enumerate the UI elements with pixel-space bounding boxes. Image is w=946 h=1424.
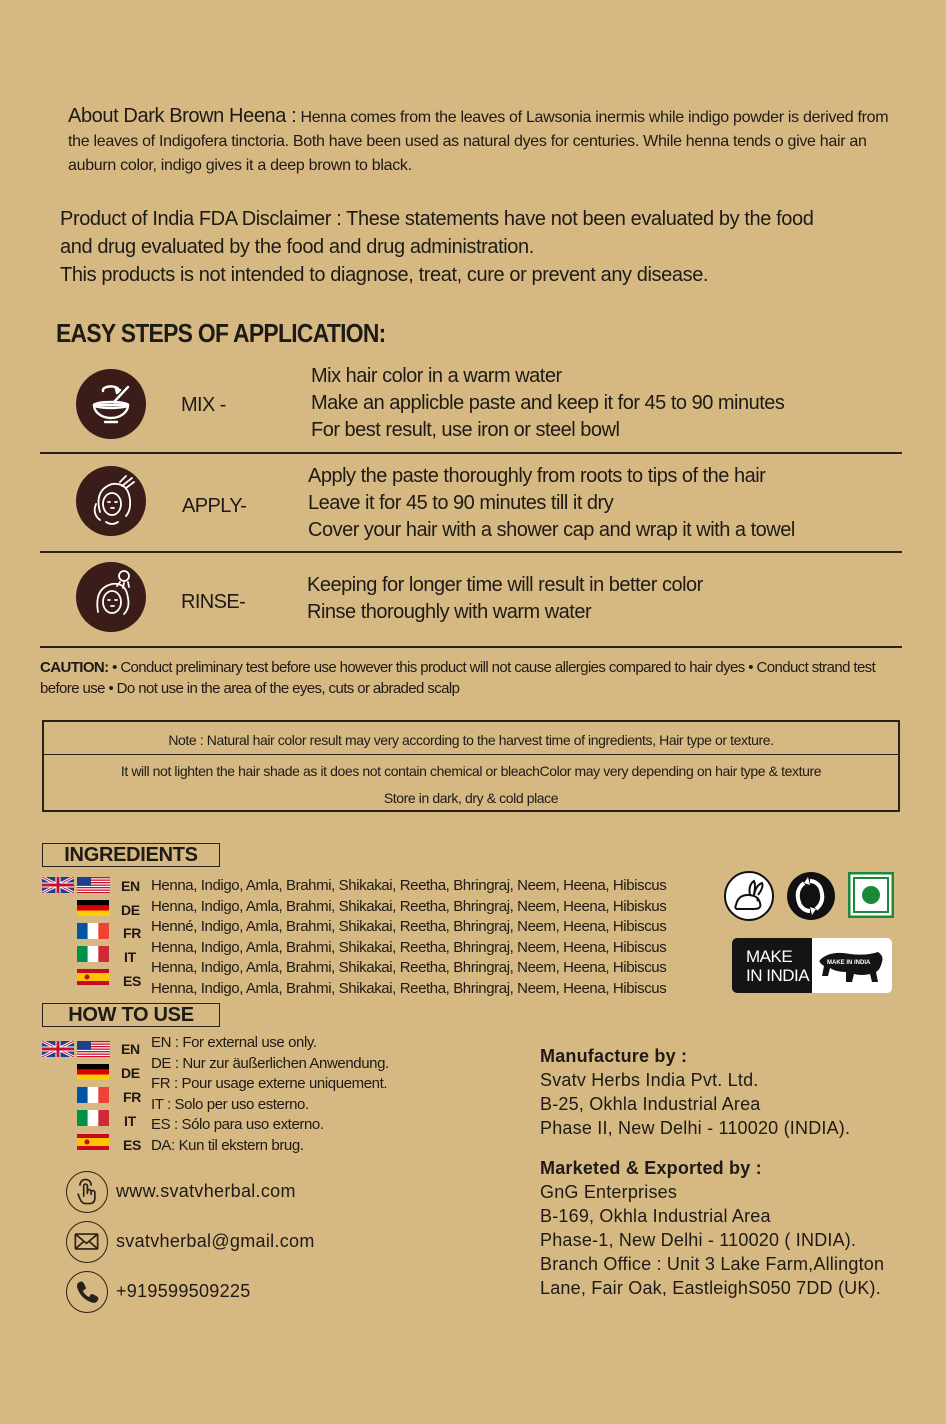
cruelty-free-rabbit-icon xyxy=(724,871,774,921)
fda-line2: and drug evaluated by the food and drug administration. xyxy=(60,236,534,258)
step-apply-line: Cover your hair with a shower cap and wrap it with a towel xyxy=(308,519,795,541)
website-link[interactable]: www.svatvherbal.com xyxy=(116,1181,296,1201)
italy-flag-icon xyxy=(77,946,109,962)
manufacturer-line: Svatv Herbs India Pvt. Ltd. xyxy=(540,1070,759,1090)
note-row2-text: It will not lighten the hair shade as it does not contain chemical or bleachColor may very depending on hair type & texture xyxy=(120,763,822,779)
fda-lead: Product of India FDA Disclaimer : xyxy=(60,208,342,230)
steps-title: EASY STEPS OF APPLICATION: xyxy=(56,318,386,348)
marketer-line: GnG Enterprises xyxy=(540,1182,678,1202)
woman-rinse-icon xyxy=(76,562,146,632)
touch-web-icon xyxy=(66,1171,108,1213)
uk-flag-icon xyxy=(42,1041,74,1057)
step-rinse-text xyxy=(307,572,703,626)
step-apply-text xyxy=(308,463,795,544)
step-mix-label: MIX - xyxy=(181,394,226,416)
phone-link[interactable]: +919599509225 xyxy=(116,1281,251,1301)
veg-mark-icon xyxy=(848,872,894,918)
make-in-india-badge xyxy=(732,938,892,993)
germany-flag-icon xyxy=(77,1064,109,1080)
lang-code-en: EN xyxy=(121,878,140,894)
uk-flag-icon xyxy=(42,877,74,893)
manufacturer-line: B-25, Okhla Industrial Area xyxy=(540,1094,761,1114)
make-in-india-line2: IN INDIA xyxy=(746,966,810,985)
ingredients-title: INGREDIENTS xyxy=(42,843,220,867)
marketer-line: Lane, Fair Oak, EastleighS050 7DD (UK). xyxy=(540,1278,881,1298)
us-flag-icon xyxy=(77,1041,110,1057)
germany-flag-icon xyxy=(77,900,109,916)
france-flag-icon xyxy=(77,1087,109,1103)
lang-code-es: ES xyxy=(123,1137,142,1153)
manufacturer-block xyxy=(540,1044,850,1140)
make-in-india-text xyxy=(746,947,809,985)
ingredients-line: Henné, Indigo, Amla, Brahmi, Shikakai, Reetha, Bhringraj, Neem, Heena, Hibiscus xyxy=(151,918,667,935)
bowl-mix-icon xyxy=(76,369,146,439)
step-divider xyxy=(40,452,902,454)
fda-disclaimer xyxy=(60,205,900,289)
how-to-use-line: ES : Sólo para uso externo. xyxy=(151,1116,324,1133)
marketer-title: Marketed & Exported by : xyxy=(540,1158,762,1178)
step-mix-line: For best result, use iron or steel bowl xyxy=(311,419,620,441)
green-dot-recycle-icon xyxy=(786,871,836,921)
spain-flag-icon xyxy=(77,969,109,985)
step-mix-line: Make an applicble paste and keep it for 45 to 90 minutes xyxy=(311,392,785,414)
about-paragraph xyxy=(68,104,898,178)
about-lead: About Dark Brown Heena : xyxy=(68,105,297,127)
italy-flag-icon xyxy=(77,1110,109,1126)
step-mix-text xyxy=(311,363,784,444)
lang-code-en: EN xyxy=(121,1041,140,1057)
manufacturer-title: Manufacture by : xyxy=(540,1046,688,1066)
email-link[interactable]: svatvherbal@gmail.com xyxy=(116,1231,315,1251)
france-flag-icon xyxy=(77,923,109,939)
ingredients-line: Henna, Indigo, Amla, Brahmi, Shikakai, Reetha, Bhringraj, Neem, Heena, Hibiscus xyxy=(151,939,667,956)
ingredients-line: Henna, Indigo, Amla, Brahmi, Shikakai, Reetha, Bhringraj, Neem, Heena, Hibiscus xyxy=(151,959,667,976)
step-rinse-label: RINSE- xyxy=(181,591,246,613)
fda-line3: This products is not intended to diagnose, treat, cure or prevent any disease. xyxy=(60,264,709,286)
marketer-block xyxy=(540,1156,884,1300)
lang-code-de: DE xyxy=(121,1065,140,1081)
caution-text xyxy=(40,657,906,699)
us-flag-icon xyxy=(77,877,110,893)
lang-code-fr: FR xyxy=(123,925,142,941)
note-box xyxy=(42,720,900,812)
how-to-use-line: EN : For external use only. xyxy=(151,1034,317,1051)
ingredients-line: Henna, Indigo, Amla, Brahmi, Shikakai, Reetha, Bhringraj, Neem, Heena, Hibiscus xyxy=(151,980,667,997)
caution-body: • Conduct preliminary test before use however this product will not cause allergies compared to hair dyes • Conduct strand test before use • Do not use in the area of the eyes, cuts or abraded scalp xyxy=(40,659,876,697)
step-mix-line: Mix hair color in a warm water xyxy=(311,365,562,387)
step-divider xyxy=(40,646,902,648)
woman-apply-icon xyxy=(76,466,146,536)
lang-code-it: IT xyxy=(124,949,136,965)
step-rinse-line: Keeping for longer time will result in better color xyxy=(307,574,703,596)
how-to-use-title: HOW TO USE xyxy=(42,1003,220,1027)
lang-code-de: DE xyxy=(121,902,140,918)
how-to-use-line: FR : Pour usage externe uniquement. xyxy=(151,1075,388,1092)
make-in-india-line1: MAKE xyxy=(746,947,793,966)
lang-code-es: ES xyxy=(123,973,142,989)
step-apply-line: Leave it for 45 to 90 minutes till it dry xyxy=(308,492,614,514)
how-to-use-line: DE : Nur zur äußerlichen Anwendung. xyxy=(151,1055,389,1072)
marketer-line: B-169, Okhla Industrial Area xyxy=(540,1206,771,1226)
fda-line1: These statements have not been evaluated by the food xyxy=(341,208,814,230)
about-text: Henna comes from the leaves of Lawsonia inermis while indigo powder is derived from the leaves of Indigofera tinctoria. Both have been used as natural dyes for centuries. While henna tends o give hair an auburn color, indigo gives it a deep brown to black. xyxy=(68,109,889,174)
ingredients-line: Henna, Indigo, Amla, Brahmi, Shikakai, Reetha, Bhringraj, Neem, Heena, Hibiskus xyxy=(151,898,667,915)
ingredients-line: Henna, Indigo, Amla, Brahmi, Shikakai, Reetha, Bhringraj, Neem, Heena, Hibiscus xyxy=(151,877,667,894)
spain-flag-icon xyxy=(77,1134,109,1150)
manufacturer-line: Phase II, New Delhi - 110020 (INDIA). xyxy=(540,1118,851,1138)
lion-text: MAKE IN INDIA xyxy=(827,960,871,966)
step-divider xyxy=(40,551,902,553)
marketer-line: Branch Office : Unit 3 Lake Farm,Allington xyxy=(540,1254,885,1274)
marketer-line: Phase-1, New Delhi - 110020 ( INDIA). xyxy=(540,1230,857,1250)
step-apply-label: APPLY- xyxy=(182,495,247,517)
step-apply-line: Apply the paste thoroughly from roots to tips of the hair xyxy=(308,465,766,487)
mail-icon xyxy=(66,1221,108,1263)
note-row1: Note : Natural hair color result may very according to the harvest time of ingredients, Hair type or texture. xyxy=(44,722,898,755)
lang-code-fr: FR xyxy=(123,1089,142,1105)
caution-lead: CAUTION: xyxy=(40,659,109,676)
step-rinse-line: Rinse thoroughly with warm water xyxy=(307,601,592,623)
note-row2 xyxy=(44,758,898,812)
how-to-use-line: IT : Solo per uso esterno. xyxy=(151,1096,309,1113)
note-row3-text: Store in dark, dry & cold place xyxy=(383,790,559,806)
lang-code-it: IT xyxy=(124,1113,136,1129)
phone-icon xyxy=(66,1271,108,1313)
how-to-use-line: DA: Kun til ekstern brug. xyxy=(151,1137,304,1154)
